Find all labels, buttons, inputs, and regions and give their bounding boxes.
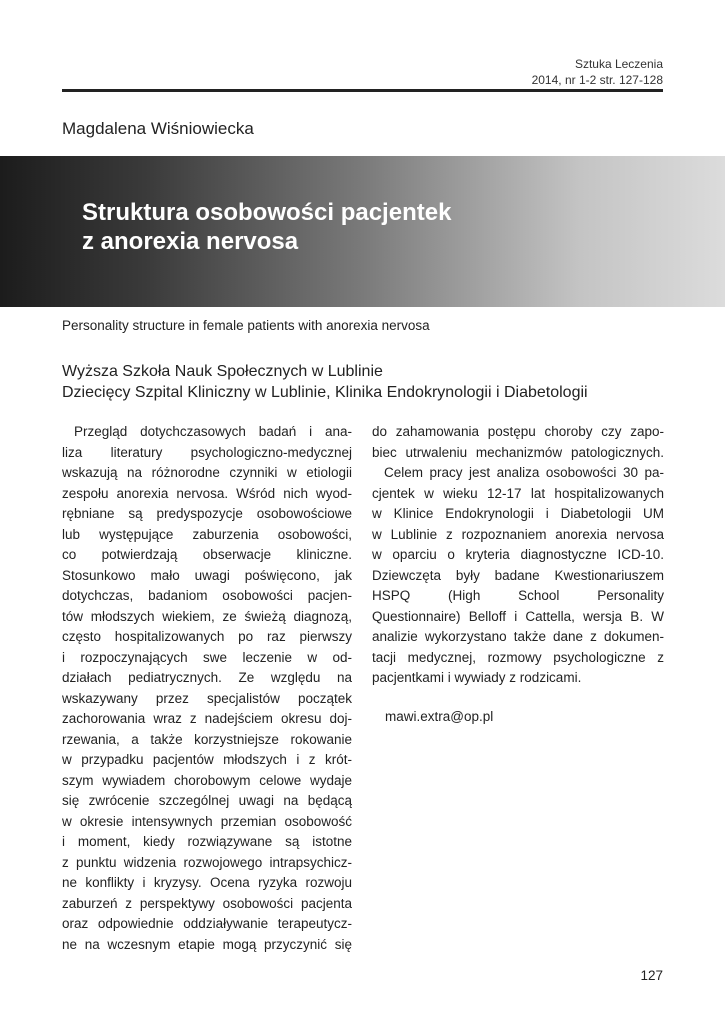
text-line: w Klinice Endokrynologii i Diabetologii UM — [372, 506, 664, 521]
author-email: mawi.extra@op.pl — [385, 709, 494, 724]
text-line: biec utrwaleniu mechanizmów patologicznych. — [372, 444, 664, 460]
text-line: dotychczas, badaniom osobowości pacjen- — [62, 588, 352, 603]
text-line: HSPQ (High School Personality — [372, 588, 664, 603]
page-number: 127 — [640, 968, 663, 983]
text-line: tów młodszych wiekiem, ze świeżą diagnozą, — [62, 608, 352, 624]
text-line: ne na wczesnym etapie mogą przyczynić się — [62, 936, 352, 952]
article-title — [82, 198, 451, 256]
text-line: działach pediatrycznych. Ze względu na — [62, 670, 352, 685]
text-line: wskazywany przez specjalistów początek — [62, 690, 352, 706]
text-line: szym wywiadem chorobowym celowe wydaje — [62, 772, 352, 788]
journal-citation — [532, 56, 663, 88]
text-line: pacjentkami i wywiady z rodzicami. — [372, 670, 582, 685]
text-line: wskazują na różnorodne czynniki w etiologii — [62, 465, 352, 480]
journal-issue: 2014, nr 1-2 str. 127-128 — [531, 73, 663, 87]
text-line: zachorowania wraz z nadejściem okresu doj- — [62, 711, 352, 726]
text-line: Questionnaire) Belloff i Cattella, wersja B. W — [372, 608, 664, 624]
text-line: zespołu anorexia nervosa. Wśród nich wyod- — [62, 485, 352, 501]
affiliations — [62, 361, 588, 403]
text-line: rębniane są predyspozycje osobowościowe — [62, 506, 352, 521]
text-line: ne konflikty i kryzysy. Ocena ryzyka rozwoju — [62, 875, 352, 890]
title-line: Struktura osobowości pacjentek — [82, 199, 452, 226]
text-line: co potwierdzają obserwacje kliniczne. — [62, 547, 352, 562]
affiliation-line: Wyższa Szkoła Nauk Społecznych w Lublinie — [62, 363, 383, 380]
text-line: Celem pracy jest analiza osobowości 30 pa- — [384, 465, 664, 480]
text-line: w Lublinie z rozpoznaniem anorexia nervosa — [372, 526, 664, 542]
text-line: rzewania, a także korzystniejsze rokowanie — [62, 731, 352, 747]
text-line: i rozpoczynających swe leczenie w od- — [62, 649, 352, 665]
text-line: w przypadku pacjentów młodszych i z krót- — [62, 752, 352, 767]
text-line: w oparciu o kryteria diagnostyczne ICD-10. — [372, 547, 664, 562]
affiliation-line: Dziecięcy Szpital Kliniczny w Lublinie, Klinika Endokrynologii i Diabetologii — [62, 384, 588, 401]
text-line: analizie wykorzystano także dane z dokumen- — [372, 629, 664, 644]
text-line: często hospitalizowanych po raz pierwszy — [62, 629, 352, 644]
text-line: i moment, kiedy rozwiązywane są istotne — [62, 834, 352, 849]
left-column — [62, 422, 352, 955]
text-line: do zahamowania postępu choroby czy zapo- — [372, 424, 664, 439]
text-line: lub występujące zaburzenia osobowości, — [62, 526, 352, 542]
text-line: tacji medycznej, rozmowy psychologiczne z — [372, 649, 664, 665]
text-line: Dziewczęta były badane Kwestionariuszem — [372, 567, 664, 583]
title-line: z anorexia nervosa — [82, 228, 299, 255]
text-line: oraz odpowiednie oddziaływanie terapeutycz- — [62, 916, 352, 931]
text-line: liza literatury psychologiczno-medycznej — [62, 444, 352, 460]
journal-name: Sztuka Leczenia — [574, 57, 663, 71]
text-line: cjentek w wieku 12-17 lat hospitalizowanych — [372, 485, 664, 501]
author-name: Magdalena Wiśniowiecka — [62, 119, 254, 138]
text-line: z punktu widzenia rozwojowego intrapsychicz- — [62, 854, 352, 870]
text-line: w okresie intensywnych przemian osobowość — [62, 813, 352, 829]
text-line: zaburzeń z perspektywy osobowości pacjenta — [62, 895, 352, 911]
text-line: się zwrócenie szczególnej uwagi na będącą — [62, 793, 352, 808]
right-column — [372, 422, 664, 689]
header-rule — [62, 89, 663, 92]
text-line: Przegląd dotychczasowych badań i ana- — [74, 424, 352, 439]
english-title: Personality structure in female patients with anorexia nervosa — [62, 318, 430, 333]
text-line: Stosunkowo mało uwagi poświęcono, jak — [62, 567, 352, 583]
